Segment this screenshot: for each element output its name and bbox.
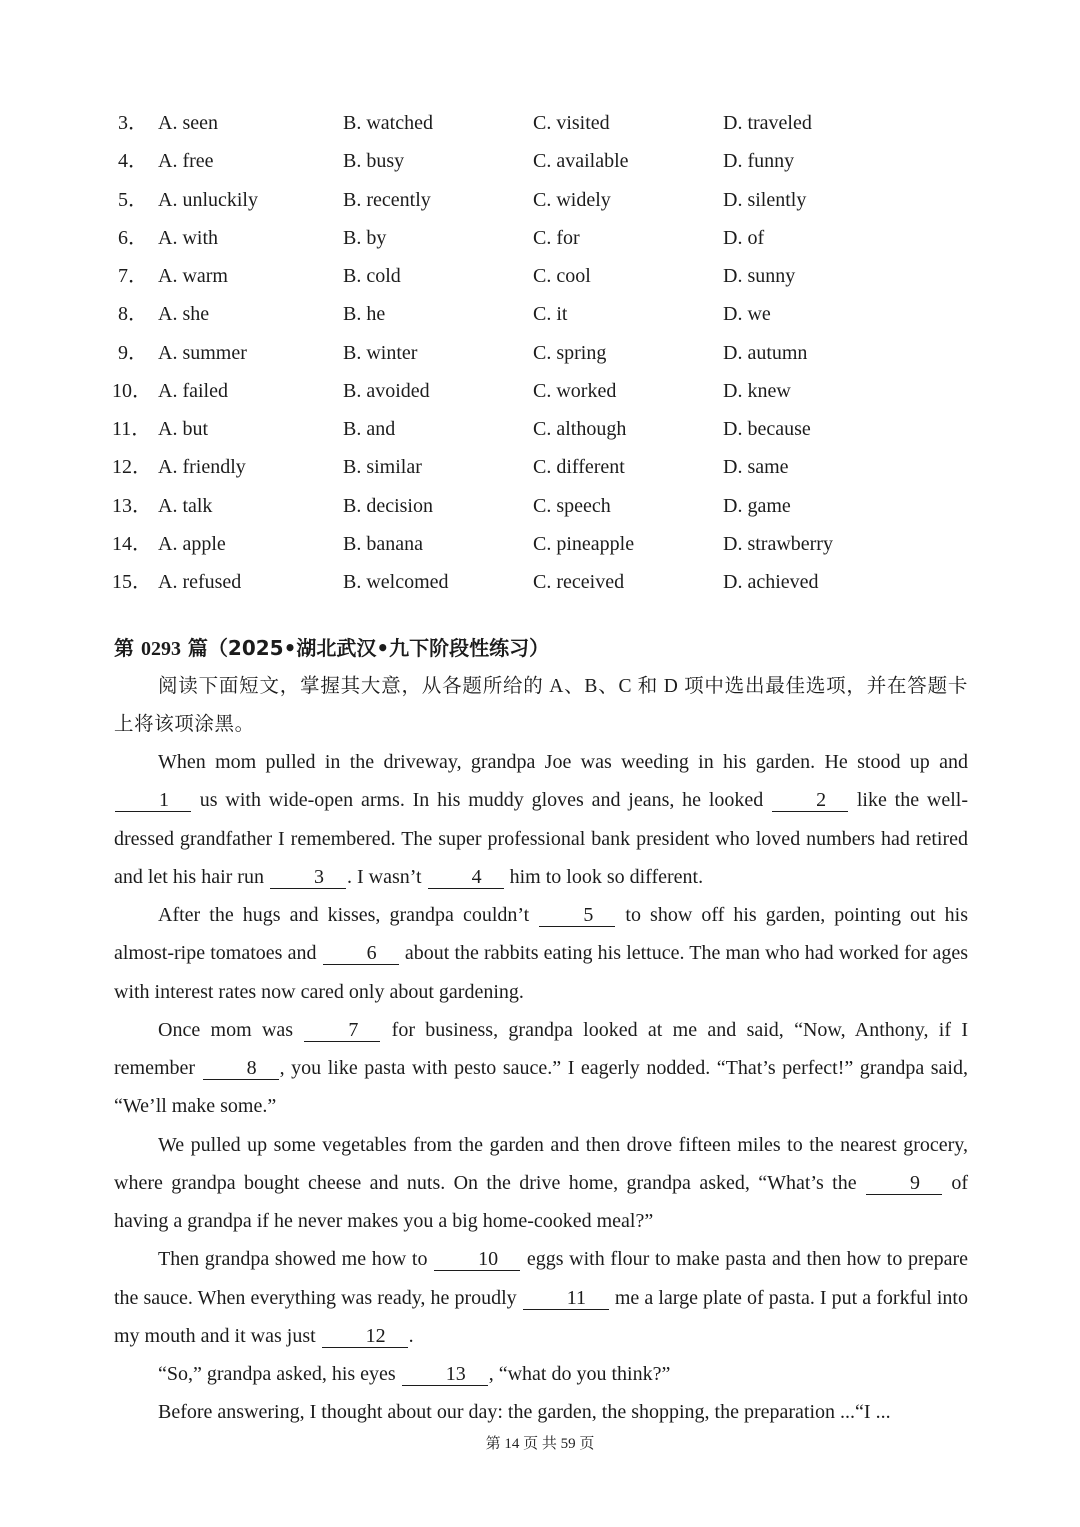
question-number: 11． (112, 418, 152, 440)
option-row (0, 563, 1080, 601)
text-run: him to look so different. (504, 865, 704, 888)
option-d: D. because (723, 418, 811, 440)
text-run: We pulled up some vegetables from the garden and then drove fifteen miles to the nearest grocery, where grandpa bought cheese and nuts. On the drive home, grandpa asked, “What’s the (114, 1133, 968, 1194)
text-run: for business, grandpa looked at me and said, “Now, Anthony, if I remember (114, 1018, 968, 1079)
option-a: A. unluckily (158, 188, 258, 211)
text-run: , you like pasta with pesto sauce.” I eagerly nodded. “That’s perfect!” grandpa said, “We’ll make some.” (114, 1057, 968, 1118)
text-run: , “what do you think?” (488, 1363, 671, 1385)
option-row (0, 448, 1080, 486)
option-b: B. and (343, 418, 396, 440)
text-run: Before answering, I thought about our day: the garden, the shopping, the preparation ...“I ... (158, 1401, 891, 1424)
option-c: C. received (533, 571, 625, 593)
section-heading (114, 632, 549, 665)
option-d: D. silently (723, 188, 807, 211)
paragraph-7 (114, 1393, 968, 1431)
option-a: A. but (158, 418, 208, 440)
blank-6: 6 (323, 942, 399, 965)
page-footer: 第 14 页 共 59 页 (485, 1436, 595, 1452)
option-c: C. for (533, 226, 580, 249)
text-run: . I wasn’t (346, 865, 427, 888)
option-b: B. similar (343, 456, 422, 479)
option-a: A. summer (158, 341, 247, 364)
option-d: D. knew (723, 379, 791, 402)
option-c: C. different (533, 456, 625, 479)
option-d: D. autumn (723, 341, 808, 364)
option-b: B. cold (343, 265, 401, 287)
option-row (0, 334, 1080, 372)
option-a: A. she (158, 303, 210, 326)
option-b: B. by (343, 226, 387, 249)
option-a: A. warm (158, 265, 228, 287)
option-row (0, 142, 1080, 180)
options-table (0, 104, 1080, 601)
option-b: B. recently (343, 188, 431, 211)
paragraph-4 (114, 1126, 968, 1241)
option-d: D. same (723, 456, 789, 479)
text-run: of having a grandpa if he never makes you a big home-cooked meal?” (114, 1171, 968, 1232)
heading-suffix: 篇（2025•湖北武汉•九下阶段性练习） (180, 636, 550, 660)
blank-5: 5 (539, 904, 615, 927)
text-run: After the hugs and kisses, grandpa couldn’t (158, 904, 539, 926)
option-b: B. he (343, 303, 386, 326)
option-row (0, 104, 1080, 142)
option-b: B. watched (343, 112, 433, 134)
option-d: D. funny (723, 150, 795, 173)
option-b: B. avoided (343, 379, 430, 402)
question-number: 5． (118, 188, 148, 211)
heading-number: 0293 (140, 638, 181, 660)
option-c: C. speech (533, 494, 611, 517)
option-row (0, 410, 1080, 448)
instruction: 阅读下面短文，掌握其大意，从各题所给的 A、B、C 和 D 项中选出最佳选项，并在答题卡上将该项涂黑。 (114, 676, 968, 735)
paragraph-3 (114, 1011, 968, 1126)
text-run: like the well-dressed grandfather I remembered. The super professional bank president who loved numbers had retired and let his hair run (114, 789, 968, 888)
option-a: A. apple (158, 532, 226, 555)
question-number: 7． (118, 265, 148, 287)
question-number: 4． (118, 150, 148, 173)
paragraph-1 (114, 743, 968, 896)
option-c: C. widely (533, 188, 611, 211)
option-c: C. cool (533, 265, 591, 287)
option-row (0, 295, 1080, 333)
option-b: B. banana (343, 532, 423, 555)
option-d: D. we (723, 303, 771, 326)
option-b: B. winter (343, 341, 418, 364)
option-row (0, 181, 1080, 219)
option-a: A. free (158, 150, 214, 173)
passage (114, 743, 968, 1432)
option-d: D. achieved (723, 571, 819, 593)
blank-3: 3 (270, 866, 346, 889)
blank-1: 1 (115, 789, 191, 812)
blank-4: 4 (428, 866, 504, 889)
option-c: C. worked (533, 379, 617, 402)
text-run: “So,” grandpa asked, his eyes (158, 1363, 401, 1385)
question-number: 10． (112, 379, 152, 402)
option-row (0, 219, 1080, 257)
blank-13: 13 (402, 1363, 488, 1386)
question-number: 3． (118, 112, 148, 134)
blank-7: 7 (304, 1019, 380, 1042)
heading-prefix: 第 (114, 636, 141, 660)
text-run: us with wide-open arms. In his muddy gloves and jeans, he looked (192, 789, 772, 812)
blank-2: 2 (772, 789, 848, 812)
text-run: . (408, 1324, 414, 1347)
option-c: C. although (533, 418, 627, 440)
paragraph-6 (114, 1355, 968, 1393)
question-number: 6． (118, 226, 148, 249)
blank-12: 12 (322, 1325, 408, 1348)
option-d: D. game (723, 494, 791, 517)
option-b: B. decision (343, 494, 433, 517)
option-d: D. traveled (723, 112, 812, 134)
paragraph-5 (114, 1240, 968, 1355)
text-run: about the rabbits eating his lettuce. The man who had worked for ages with interest rates now cared only about gardening. (114, 942, 968, 1003)
option-b: B. busy (343, 150, 405, 173)
question-number: 15． (112, 571, 152, 593)
option-d: D. strawberry (723, 532, 833, 555)
option-c: C. it (533, 303, 568, 326)
option-d: D. of (723, 226, 765, 249)
text-run: eggs with flour to make pasta and then how to prepare the sauce. When everything was ready, he proudly (114, 1248, 968, 1309)
question-number: 9． (118, 341, 148, 364)
option-d: D. sunny (723, 265, 796, 287)
option-row (0, 525, 1080, 563)
option-row (0, 372, 1080, 410)
option-a: A. seen (158, 112, 218, 134)
blank-10: 10 (434, 1248, 520, 1271)
option-a: A. with (158, 226, 218, 249)
text-run: When mom pulled in the driveway, grandpa Joe was weeding in his garden. He stood up and (158, 751, 968, 773)
question-number: 8． (118, 303, 148, 326)
text-run: to show off his garden, pointing out his almost-ripe tomatoes and (114, 904, 969, 965)
option-row (0, 487, 1080, 525)
option-c: C. spring (533, 341, 607, 364)
option-c: C. available (533, 150, 629, 173)
blank-8: 8 (203, 1057, 279, 1080)
option-c: C. pineapple (533, 532, 635, 555)
blank-11: 11 (523, 1287, 609, 1310)
paragraph-2 (114, 896, 968, 1011)
option-a: A. failed (158, 379, 228, 402)
question-number: 13． (112, 494, 152, 517)
option-row (0, 257, 1080, 295)
option-a: A. refused (158, 571, 242, 593)
text-run: Then grandpa showed me how to (158, 1248, 434, 1271)
option-a: A. talk (158, 494, 213, 517)
question-number: 14． (112, 532, 152, 555)
question-number: 12． (112, 456, 152, 479)
text-run: Once mom was (158, 1018, 304, 1041)
text-run: me a large plate of pasta. I put a forkful into my mouth and it was just (114, 1286, 968, 1347)
option-c: C. visited (533, 112, 610, 134)
blank-9: 9 (866, 1172, 942, 1195)
option-b: B. welcomed (343, 571, 449, 593)
option-a: A. friendly (158, 456, 246, 479)
